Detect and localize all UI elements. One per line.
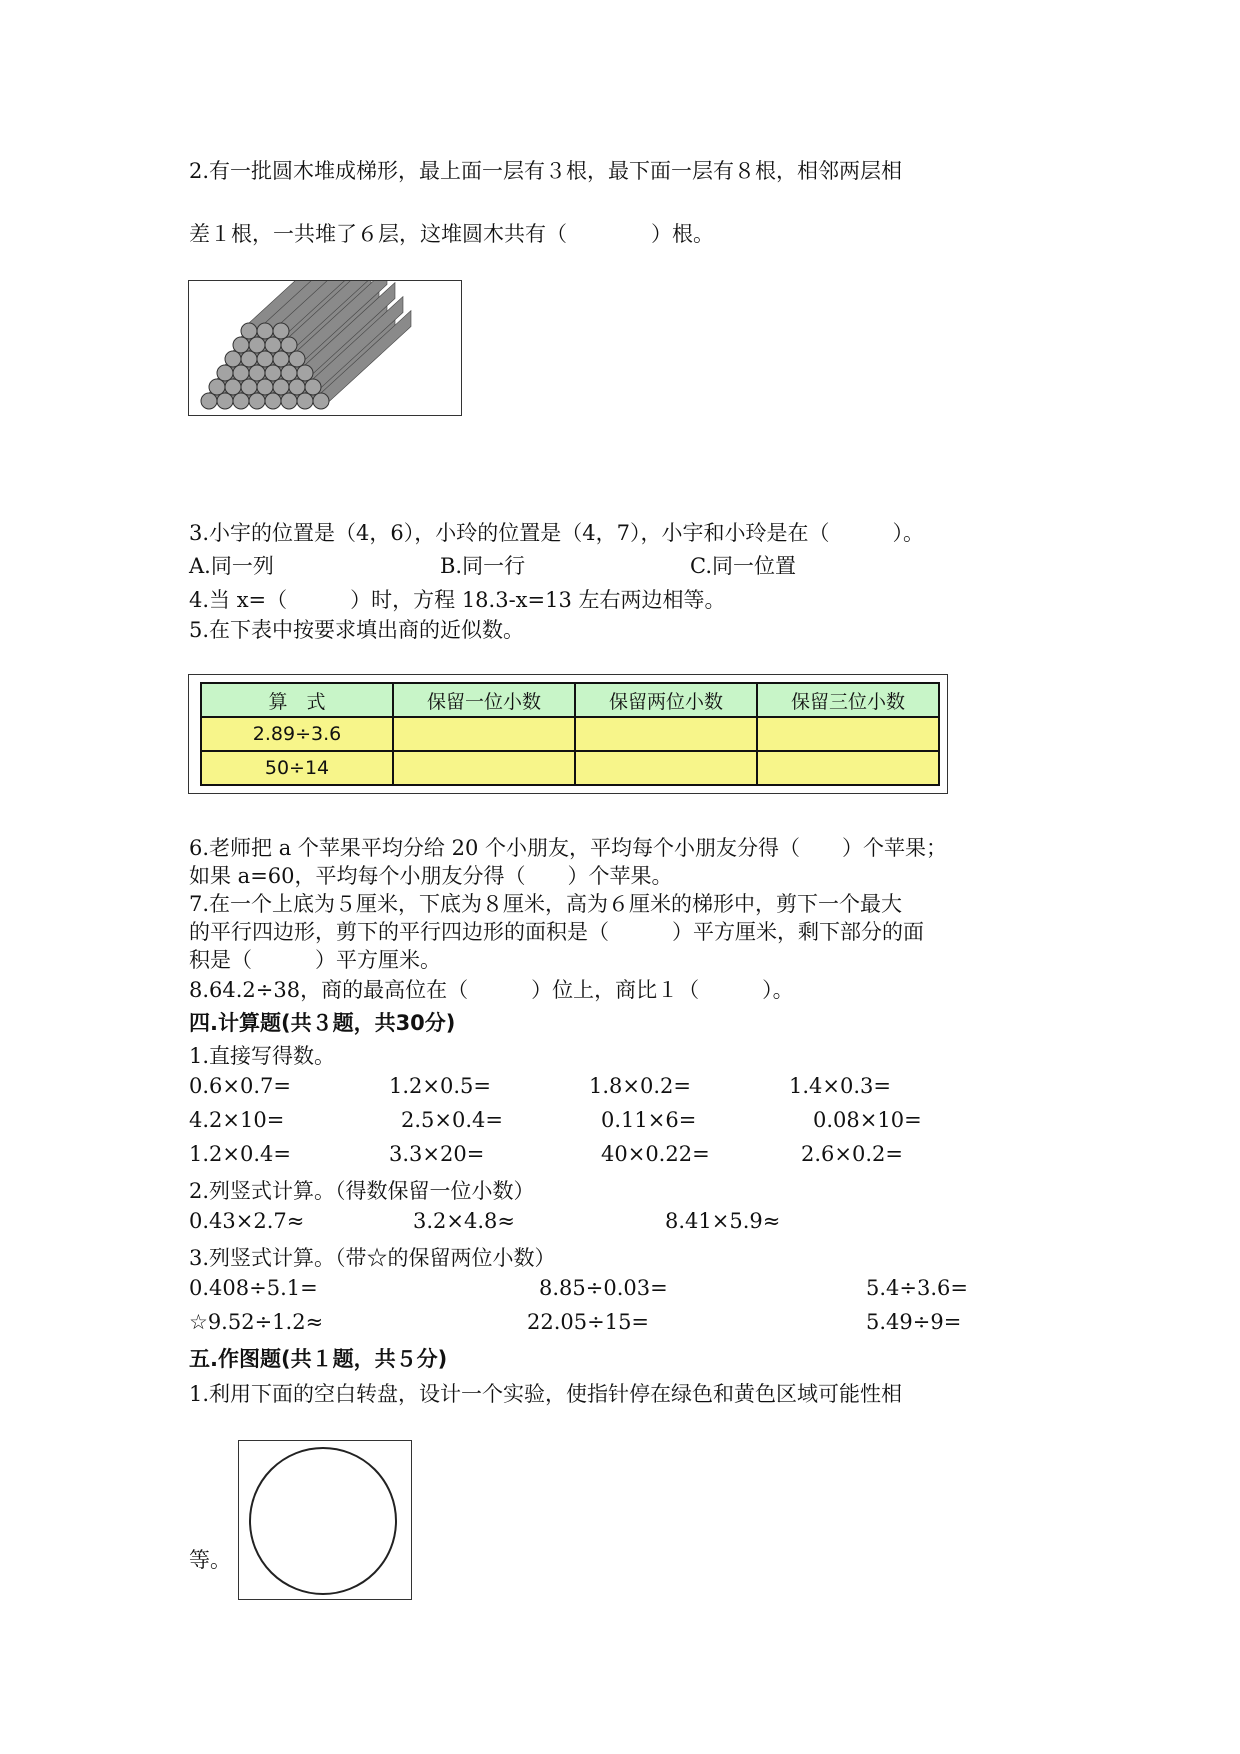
log-end	[305, 379, 321, 395]
log-end	[225, 379, 241, 395]
log-end	[233, 337, 249, 353]
q6-line2: 如果 a=60，平均每个小朋友分得（ ）个苹果。	[189, 864, 673, 888]
calc-item: 4.2×10=	[189, 1108, 285, 1132]
log-end	[201, 393, 217, 409]
table-cell-answer[interactable]	[393, 751, 575, 785]
q2-line2: 差１根，一共堆了６层，这堆圆木共有（ ）根。	[189, 222, 714, 246]
calc-item: 40×0.22=	[601, 1142, 710, 1166]
quotient-table	[200, 682, 940, 786]
log-end	[209, 379, 225, 395]
log-pile-illustration	[189, 281, 461, 415]
log-end	[257, 351, 273, 367]
section4-part1-title: 1.直接写得数。	[189, 1044, 336, 1068]
calc-item: 0.08×10=	[813, 1108, 922, 1132]
table-cell-expression: 50÷14	[201, 751, 393, 785]
log-end	[249, 365, 265, 381]
log-end	[241, 323, 257, 339]
log-end	[273, 379, 289, 395]
log-end	[249, 393, 265, 409]
q2-line1: 2.有一批圆木堆成梯形，最上面一层有３根，最下面一层有８根，相邻两层相	[189, 159, 903, 183]
calc-item: 0.408÷5.1=	[189, 1276, 318, 1300]
calc-item: 5.4÷3.6=	[866, 1276, 968, 1300]
section4-part3-title: 3.列竖式计算。（带☆的保留两位小数）	[189, 1246, 556, 1270]
table-row	[201, 717, 939, 751]
calc-item: 1.4×0.3=	[789, 1074, 891, 1098]
calc-item: 2.6×0.2=	[801, 1142, 903, 1166]
calc-item: ☆9.52÷1.2≈	[189, 1310, 324, 1334]
log-end	[217, 365, 233, 381]
calc-item: 0.43×2.7≈	[189, 1209, 305, 1233]
log-end	[273, 323, 289, 339]
log-pile-image	[188, 280, 462, 416]
log-end	[225, 351, 241, 367]
q3-option-a: A.同一列	[189, 554, 274, 578]
table-header-cell: 保留两位小数	[575, 683, 757, 717]
log-end	[241, 379, 257, 395]
log-end	[313, 393, 329, 409]
section5-q1-line1: 1.利用下面的空白转盘，设计一个实验，使指针停在绿色和黄色区域可能性相	[189, 1382, 903, 1406]
table-cell-answer[interactable]	[575, 751, 757, 785]
log-end	[265, 393, 281, 409]
log-end	[257, 379, 273, 395]
calc-item: 3.3×20=	[389, 1142, 485, 1166]
log-end	[249, 337, 265, 353]
log-end	[265, 337, 281, 353]
calc-item: 22.05÷15=	[527, 1310, 650, 1334]
log-end	[217, 393, 233, 409]
calc-item: 0.6×0.7=	[189, 1074, 291, 1098]
q5-text: 5.在下表中按要求填出商的近似数。	[189, 618, 525, 642]
log-end	[233, 393, 249, 409]
log-end	[289, 379, 305, 395]
q7-line3: 积是（ ）平方厘米。	[189, 948, 441, 972]
section5-q1-tail: 等。	[189, 1548, 231, 1572]
blank-spinner[interactable]	[239, 1441, 411, 1599]
calc-item: 2.5×0.4=	[401, 1108, 503, 1132]
log-end	[281, 393, 297, 409]
calc-item: 1.8×0.2=	[589, 1074, 691, 1098]
log-end	[257, 323, 273, 339]
table-header-cell: 算 式	[201, 683, 393, 717]
q6-line1: 6.老师把 a 个苹果平均分给 20 个小朋友，平均每个小朋友分得（ ）个苹果；	[189, 836, 947, 860]
section4-part2-title: 2.列竖式计算。（得数保留一位小数）	[189, 1179, 535, 1203]
log-end	[297, 393, 313, 409]
log-end	[281, 337, 297, 353]
q3-option-c: C.同一位置	[690, 554, 796, 578]
calc-item: 1.2×0.4=	[189, 1142, 291, 1166]
log-end	[273, 351, 289, 367]
log-end	[241, 351, 257, 367]
table-cell-answer[interactable]	[757, 751, 939, 785]
table-row	[201, 751, 939, 785]
q3-stem: 3.小宇的位置是（4，6），小玲的位置是（4，7），小宇和小玲是在（ ）。	[189, 521, 924, 545]
log-end	[297, 365, 313, 381]
q7-line2: 的平行四边形，剪下的平行四边形的面积是（ ）平方厘米，剩下部分的面	[189, 920, 924, 944]
log-end	[233, 365, 249, 381]
q8-text: 8.64.2÷38，商的最高位在（ ）位上，商比１（ ）。	[189, 978, 794, 1002]
calc-item: 8.85÷0.03=	[539, 1276, 668, 1300]
table-cell-answer[interactable]	[757, 717, 939, 751]
q4-text: 4.当 x=（ ）时，方程 18.3-x=13 左右两边相等。	[189, 588, 726, 612]
log-end	[265, 365, 281, 381]
calc-item: 3.2×4.8≈	[413, 1209, 515, 1233]
calc-item: 8.41×5.9≈	[665, 1209, 781, 1233]
q3-option-b: B.同一行	[440, 554, 526, 578]
spinner-frame	[238, 1440, 412, 1600]
table-cell-answer[interactable]	[393, 717, 575, 751]
log-end	[281, 365, 297, 381]
table-cell-expression: 2.89÷3.6	[201, 717, 393, 751]
log-end	[289, 351, 305, 367]
table-cell-answer[interactable]	[575, 717, 757, 751]
table-header-cell: 保留三位小数	[757, 683, 939, 717]
section4-title: 四.计算题(共３题，共30分)	[189, 1011, 456, 1035]
table-header-cell: 保留一位小数	[393, 683, 575, 717]
table-header-row	[201, 683, 939, 717]
q7-line1: 7.在一个上底为５厘米，下底为８厘米，高为６厘米的梯形中，剪下一个最大	[189, 892, 903, 916]
section5-title: 五.作图题(共１题，共５分)	[189, 1347, 448, 1371]
calc-item: 1.2×0.5=	[389, 1074, 491, 1098]
calc-item: 0.11×6=	[601, 1108, 697, 1132]
calc-item: 5.49÷9=	[866, 1310, 962, 1334]
